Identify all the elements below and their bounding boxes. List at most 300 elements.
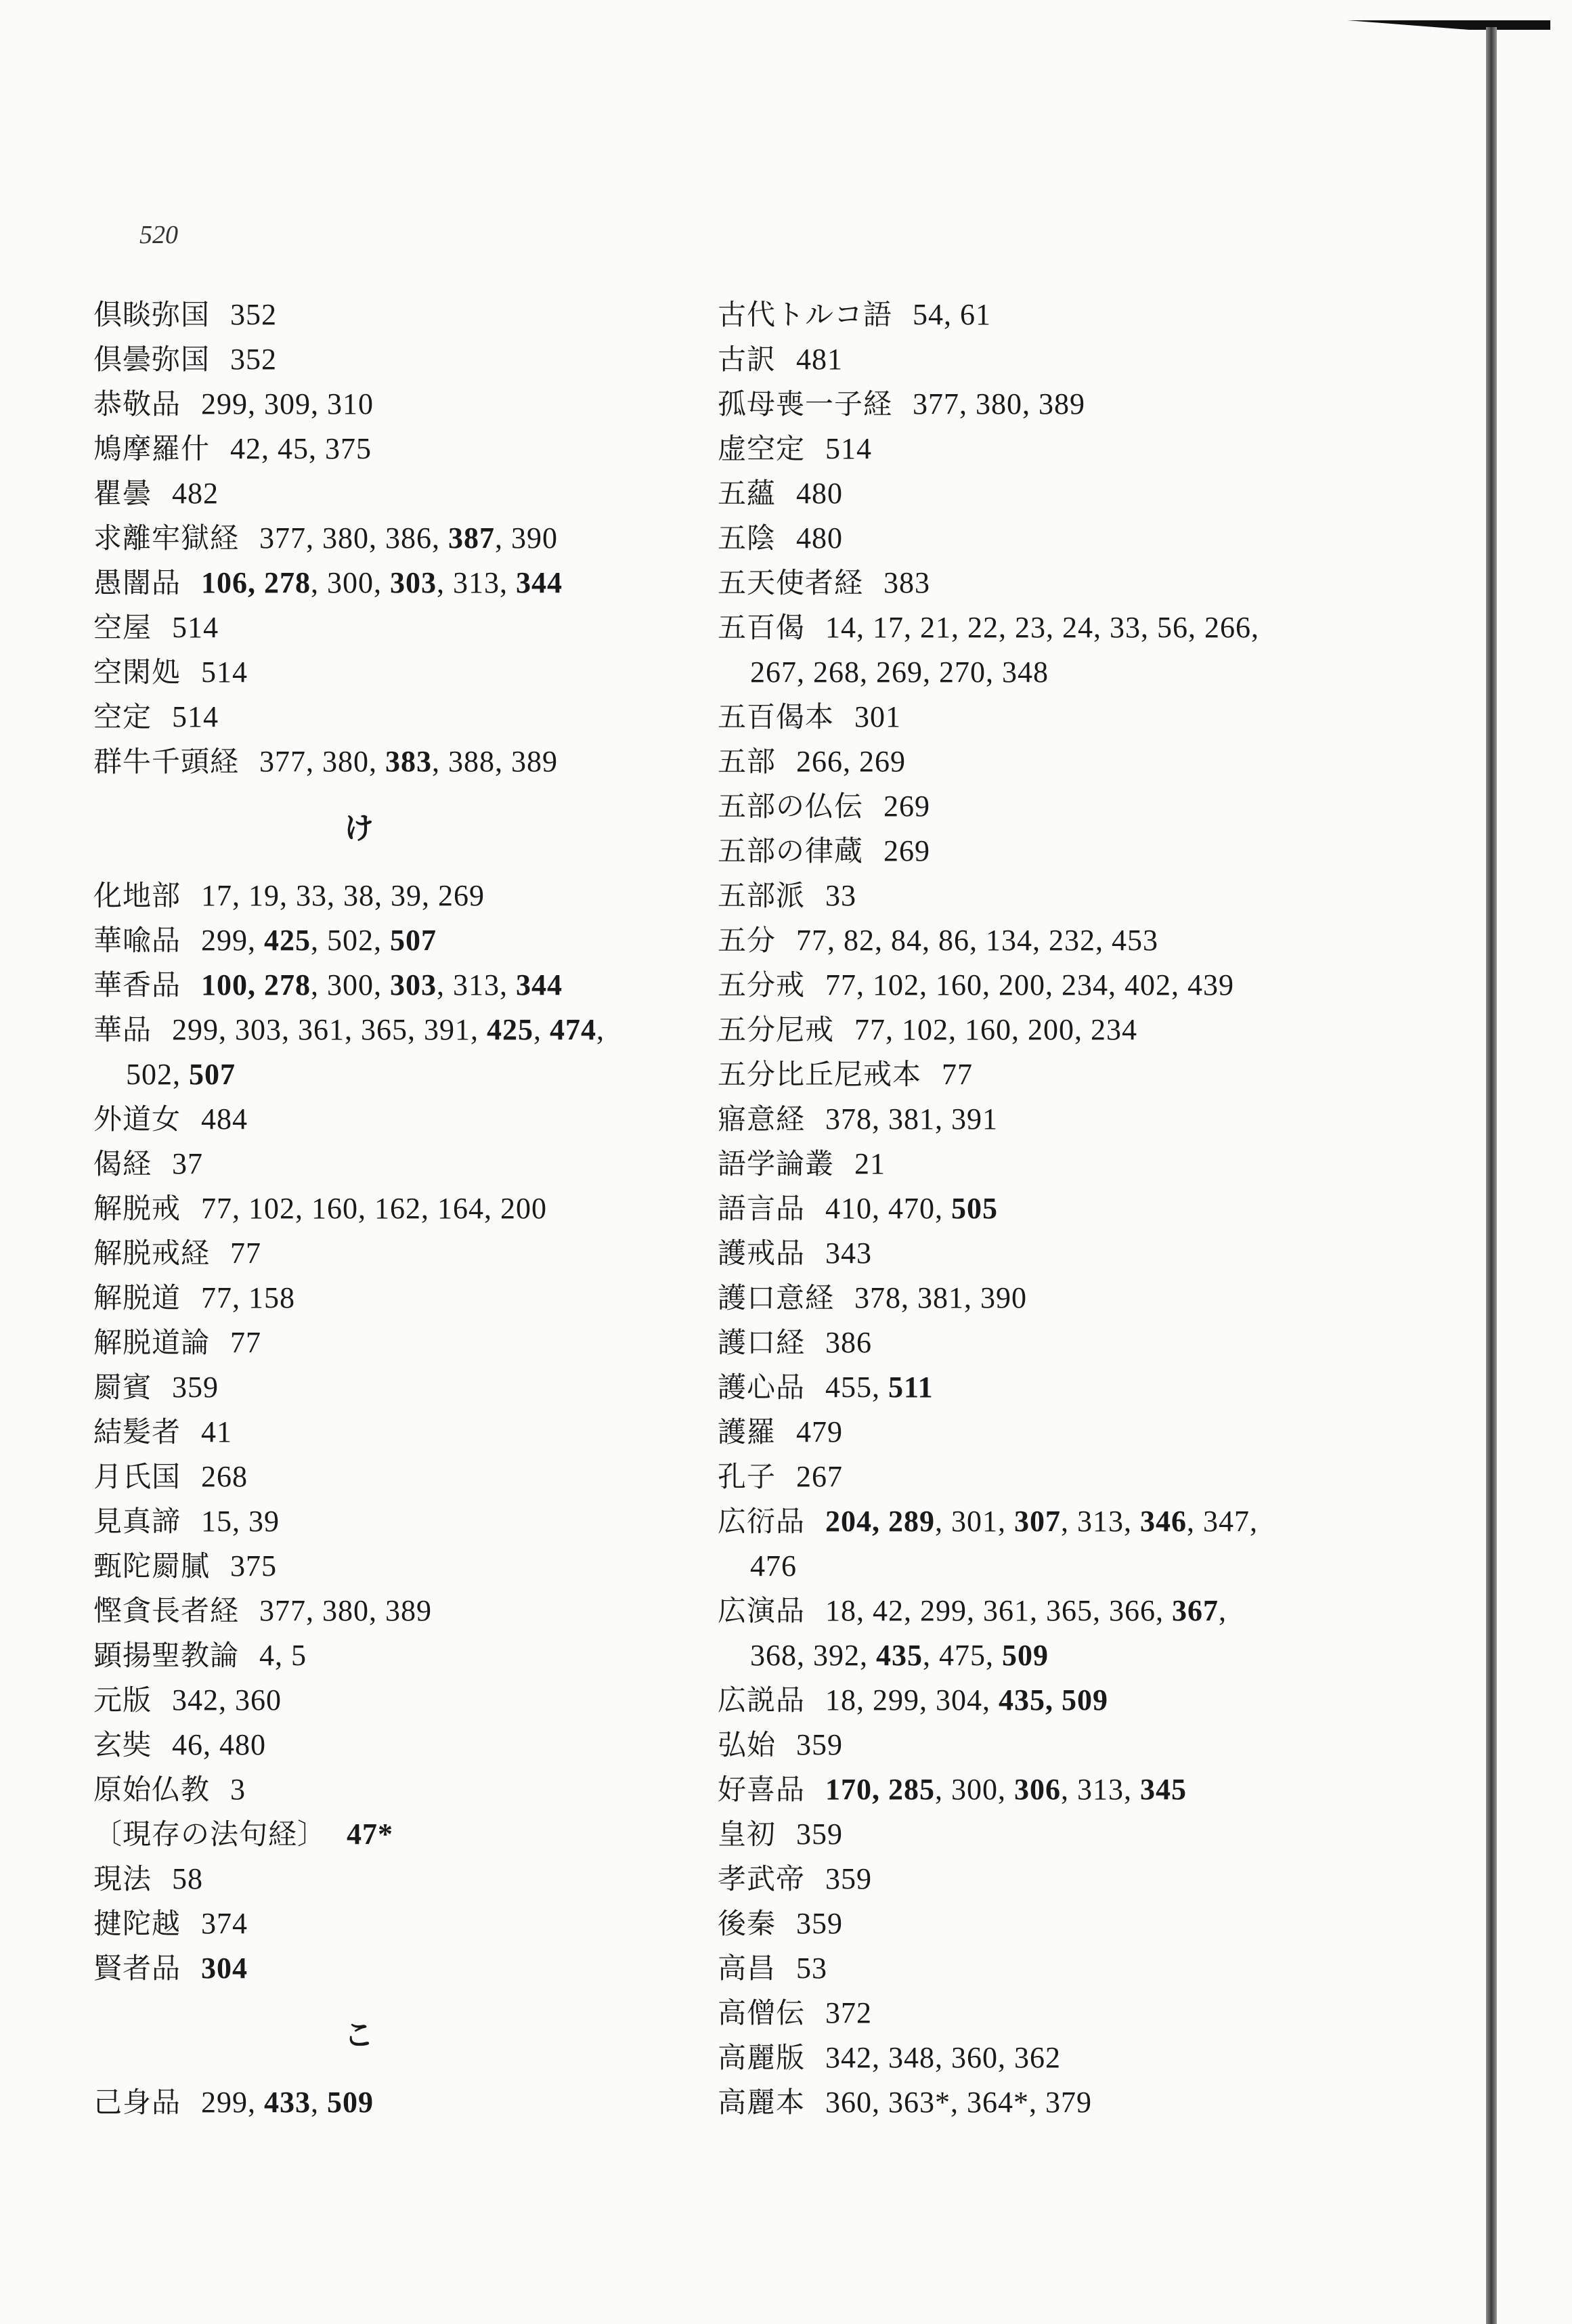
page-references xyxy=(201,968,563,1002)
page-ref-text: 484 xyxy=(201,1102,248,1136)
page-ref-text: , 388, 389 xyxy=(432,745,559,778)
index-term: 解脱戒経 xyxy=(93,1236,211,1270)
page-references xyxy=(825,2086,1092,2119)
page-ref-text: , xyxy=(311,2086,328,2119)
index-term: 罽賓 xyxy=(93,1371,152,1404)
index-entry xyxy=(93,1767,676,1812)
index-entry xyxy=(93,1231,676,1276)
page-ref-text: , 390 xyxy=(495,521,559,555)
page-references xyxy=(230,1326,261,1359)
index-term: 群牛千頭経 xyxy=(93,745,240,778)
page-ref-text: 514 xyxy=(825,432,873,465)
page-ref-text: 15, 39 xyxy=(201,1505,280,1538)
index-term: 後秦 xyxy=(718,1907,777,1940)
index-term: 五陰 xyxy=(718,521,777,555)
page-number: 520 xyxy=(139,221,178,249)
index-entry xyxy=(718,561,1273,605)
page-references xyxy=(825,1371,934,1404)
index-term: 賢者品 xyxy=(93,1952,181,1985)
page-references xyxy=(172,477,219,510)
page-references xyxy=(230,432,372,465)
index-term: 虚空定 xyxy=(718,432,806,465)
page-references xyxy=(854,700,901,733)
page-ref-text: 377, 380, xyxy=(259,745,386,778)
index-term: 揵陀越 xyxy=(93,1907,181,1940)
index-column-right xyxy=(718,293,1273,2125)
index-entry xyxy=(93,427,676,471)
index-entry xyxy=(93,963,676,1008)
index-term: 五分比丘尼戒本 xyxy=(718,1058,922,1091)
page-ref-text: 359 xyxy=(825,1862,873,1895)
index-term: 孔子 xyxy=(718,1460,777,1493)
page-ref-text: 378, 381, 391 xyxy=(825,1102,999,1136)
index-term: 五蘊 xyxy=(718,477,777,510)
page-ref-bold: 303 xyxy=(390,968,437,1002)
index-entry xyxy=(718,293,1273,337)
page-references xyxy=(172,1371,219,1404)
page-references xyxy=(172,700,219,733)
page-ref-text: 269 xyxy=(883,834,931,867)
page-references-continued xyxy=(718,1633,1273,1678)
page-ref-text: , 300, xyxy=(935,1773,1015,1806)
index-term: 五分尼戒 xyxy=(718,1013,835,1046)
page-ref-text: 377, 380, 386, xyxy=(259,521,449,555)
page-ref-text: 359 xyxy=(796,1728,844,1761)
page-ref-text: , 313, xyxy=(437,566,517,599)
index-term: 好喜品 xyxy=(718,1773,806,1806)
index-term: 五分 xyxy=(718,924,777,957)
page-references xyxy=(854,1147,886,1180)
page-ref-text: 299, 303, 361, 365, 391, xyxy=(172,1013,487,1046)
index-term: 語学論叢 xyxy=(718,1147,835,1180)
index-entry xyxy=(718,695,1273,739)
page-references xyxy=(201,879,485,912)
page-references xyxy=(201,1952,248,1985)
page-references xyxy=(883,566,930,599)
page-ref-text: , 313, xyxy=(1061,1505,1141,1538)
page-ref-bold: 507 xyxy=(189,1058,236,1091)
index-term: 広衍品 xyxy=(718,1505,806,1538)
page-references xyxy=(825,432,872,465)
index-entry xyxy=(718,829,1273,874)
index-entry xyxy=(718,516,1273,561)
page-ref-bold: 344 xyxy=(516,968,563,1002)
page-ref-text: , 301, xyxy=(935,1505,1015,1538)
index-term: 空閑処 xyxy=(93,655,181,689)
page-ref-text: 299, xyxy=(201,924,265,957)
index-entry xyxy=(718,784,1273,829)
page-references xyxy=(854,1013,1137,1046)
index-term: 甄陀罽膩 xyxy=(93,1549,211,1583)
page-references xyxy=(201,1907,248,1940)
page-ref-bold: 367 xyxy=(1172,1594,1219,1627)
index-term: 慳貪長者経 xyxy=(93,1594,240,1627)
page-ref-text: 77, 102, 160, 162, 164, 200 xyxy=(201,1192,548,1225)
page-ref-text: 343 xyxy=(825,1236,873,1270)
page-references xyxy=(883,790,930,823)
index-entry xyxy=(93,337,676,382)
page-references xyxy=(913,298,991,331)
index-term: 倶睒弥国 xyxy=(93,298,211,331)
page-ref-text: 383 xyxy=(883,566,931,599)
page-ref-text: 33 xyxy=(825,879,857,912)
page-ref-text: 301 xyxy=(854,700,902,733)
page-ref-bold: 47* xyxy=(347,1817,394,1851)
page-ref-text: 77, 102, 160, 200, 234 xyxy=(854,1013,1138,1046)
page-ref-text: 352 xyxy=(230,343,278,376)
index-entry xyxy=(93,1365,676,1410)
page-references xyxy=(259,1594,432,1627)
index-term: 己身品 xyxy=(93,2086,181,2119)
index-entry xyxy=(93,1901,676,1946)
page-references xyxy=(201,566,563,599)
page-ref-text: 386 xyxy=(825,1326,873,1359)
index-entry xyxy=(93,1812,676,1857)
page-references xyxy=(796,1460,843,1493)
page-references xyxy=(825,1594,1227,1627)
index-entry xyxy=(718,874,1273,918)
index-term: 孤母喪一子経 xyxy=(718,387,893,421)
page-references xyxy=(796,1817,843,1851)
page-ref-text: 18, 299, 304, xyxy=(825,1683,999,1717)
page-ref-bold: 307 xyxy=(1014,1505,1062,1538)
page-ref-bold: 435 xyxy=(876,1639,923,1672)
index-term: 現法 xyxy=(93,1862,152,1895)
page-references xyxy=(825,879,856,912)
index-term: 顕揚聖教論 xyxy=(93,1639,240,1672)
index-term: 愚闇品 xyxy=(93,566,181,599)
page-references xyxy=(796,343,843,376)
index-entry xyxy=(718,739,1273,784)
index-term: 広説品 xyxy=(718,1683,806,1717)
index-entry xyxy=(93,1723,676,1767)
page-ref-text: 3 xyxy=(230,1773,246,1806)
index-term: 元版 xyxy=(93,1683,152,1717)
page-references xyxy=(825,1773,1187,1806)
page-references-continued xyxy=(718,650,1273,695)
page-ref-bold: 509 xyxy=(327,2086,374,2119)
page-references xyxy=(796,745,906,778)
page-references xyxy=(201,1415,232,1448)
index-entry xyxy=(718,1767,1273,1812)
index-term: 原始仏教 xyxy=(93,1773,211,1806)
page-references xyxy=(201,655,248,689)
page-ref-text: , 502, xyxy=(311,924,391,957)
page-references xyxy=(201,2086,374,2119)
page-ref-text: 58 xyxy=(172,1862,204,1895)
index-term: 五百偈本 xyxy=(718,700,835,733)
page-ref-text: 482 xyxy=(172,477,219,510)
page-ref-bold: 507 xyxy=(390,924,437,957)
page-ref-text: 377, 380, 389 xyxy=(259,1594,433,1627)
index-entry xyxy=(93,1678,676,1723)
index-entry xyxy=(718,337,1273,382)
index-entry xyxy=(93,1499,676,1544)
page-ref-text: 359 xyxy=(172,1371,219,1404)
page-references xyxy=(883,834,930,867)
page-ref-text: 476 xyxy=(750,1549,797,1583)
page-ref-text: 480 xyxy=(796,521,844,555)
page-ref-text: 342, 348, 360, 362 xyxy=(825,2041,1062,2074)
index-entry xyxy=(718,1276,1273,1320)
index-entry xyxy=(93,1544,676,1589)
index-term: 語言品 xyxy=(718,1192,806,1225)
page-ref-text: 514 xyxy=(201,655,248,689)
index-entry xyxy=(718,1723,1273,1767)
page-ref-text: 77 xyxy=(942,1058,974,1091)
page-references xyxy=(796,521,843,555)
index-entry xyxy=(718,1008,1273,1052)
index-entry xyxy=(718,2080,1273,2125)
page-references xyxy=(796,924,1158,957)
page-ref-text: 267, 268, 269, 270, 348 xyxy=(750,655,1049,689)
index-term: 皇初 xyxy=(718,1817,777,1851)
page-ref-bold: 345 xyxy=(1140,1773,1187,1806)
page-ref-text: 480 xyxy=(796,477,844,510)
page-references xyxy=(172,611,219,644)
index-term: 華喩品 xyxy=(93,924,181,957)
index-entry xyxy=(718,1991,1273,2036)
page-ref-text: 4, 5 xyxy=(259,1639,307,1672)
index-entry xyxy=(718,471,1273,516)
page-references xyxy=(796,1728,843,1761)
page-ref-bold: 100, 278 xyxy=(201,968,311,1002)
index-entry xyxy=(93,1008,676,1097)
page-ref-bold: 303 xyxy=(390,566,437,599)
page-ref-bold: 425 xyxy=(487,1013,534,1046)
section-heading: こ xyxy=(344,2018,374,2052)
index-term: 華品 xyxy=(93,1013,152,1046)
index-term: 解脱道論 xyxy=(93,1326,211,1359)
page-ref-text: 455, xyxy=(825,1371,889,1404)
page-ref-text: 42, 45, 375 xyxy=(230,432,372,465)
page-ref-text: 269 xyxy=(883,790,931,823)
page-ref-bold: 306 xyxy=(1014,1773,1062,1806)
index-entry xyxy=(718,1455,1273,1499)
index-term: 玄奘 xyxy=(93,1728,152,1761)
index-entry xyxy=(93,695,676,739)
page-ref-text: , 313, xyxy=(437,968,517,1002)
page-ref-text: 77, 102, 160, 200, 234, 402, 439 xyxy=(825,968,1235,1002)
page-references xyxy=(201,924,437,957)
index-entry xyxy=(718,1499,1273,1589)
page-references xyxy=(230,1236,261,1270)
page-references xyxy=(347,1817,393,1851)
page-ref-bold: 170, 285 xyxy=(825,1773,936,1806)
page-ref-text: 267 xyxy=(796,1460,844,1493)
page-references xyxy=(230,1549,277,1583)
index-term: 〔現存の法句経〕 xyxy=(93,1817,327,1851)
page-references xyxy=(825,1326,872,1359)
page-ref-text: 17, 19, 33, 38, 39, 269 xyxy=(201,879,485,912)
index-entry xyxy=(93,1097,676,1142)
index-term: 高昌 xyxy=(718,1952,777,1985)
index-entry xyxy=(718,1142,1273,1186)
page-ref-text: 359 xyxy=(796,1817,844,1851)
page-references xyxy=(796,1907,843,1940)
index-term: 護口意経 xyxy=(718,1281,835,1314)
page-ref-text: 372 xyxy=(825,1996,873,2029)
index-entry xyxy=(93,1320,676,1365)
page-references xyxy=(942,1058,973,1091)
page-ref-text: , 347, xyxy=(1187,1505,1259,1538)
index-entry xyxy=(718,1589,1273,1678)
page-references xyxy=(854,1281,1027,1314)
index-term: 五部派 xyxy=(718,879,806,912)
index-entry xyxy=(718,1231,1273,1276)
page-references-continued xyxy=(718,1544,1273,1589)
page-ref-bold: 346 xyxy=(1140,1505,1187,1538)
page-references xyxy=(259,1639,307,1672)
index-term: 外道女 xyxy=(93,1102,181,1136)
page-ref-text: 77 xyxy=(230,1326,262,1359)
index-term: 五天使者経 xyxy=(718,566,864,599)
page-references xyxy=(230,1773,246,1806)
page-ref-text: 375 xyxy=(230,1549,278,1583)
section-heading: け xyxy=(344,811,374,846)
page-ref-text: 368, 392, xyxy=(750,1639,876,1672)
page-ref-text: , xyxy=(533,1013,550,1046)
page-ref-text: 377, 380, 389 xyxy=(913,387,1086,421)
index-entry xyxy=(93,605,676,650)
page-references xyxy=(825,1192,998,1225)
index-entry xyxy=(718,2036,1273,2080)
page-ref-text: , 300, xyxy=(311,968,391,1002)
index-entry xyxy=(93,650,676,695)
page-ref-bold: 433 xyxy=(264,2086,311,2119)
index-term: 五分戒 xyxy=(718,968,806,1002)
page-ref-text: 54, 61 xyxy=(913,298,992,331)
page-references xyxy=(796,477,843,510)
page-ref-text: , 300, xyxy=(311,566,391,599)
index-entry xyxy=(93,293,676,337)
page-ref-text: 21 xyxy=(854,1147,886,1180)
index-term: 広演品 xyxy=(718,1594,806,1627)
index-term: 護羅 xyxy=(718,1415,777,1448)
page-ref-bold: 505 xyxy=(951,1192,999,1225)
index-term: 護口経 xyxy=(718,1326,806,1359)
page-ref-text: 352 xyxy=(230,298,278,331)
page-ref-text: , 475, xyxy=(923,1639,1002,1672)
index-term: 高麗版 xyxy=(718,2041,806,2074)
page-ref-text: 342, 360 xyxy=(172,1683,282,1717)
page-ref-bold: 304 xyxy=(201,1952,248,1985)
index-term: 化地部 xyxy=(93,879,181,912)
page-references xyxy=(201,387,374,421)
index-term: 解脱道 xyxy=(93,1281,181,1314)
index-entry xyxy=(93,1410,676,1455)
index-term: 高麗本 xyxy=(718,2086,806,2119)
page-ref-text: 299, xyxy=(201,2086,265,2119)
page-ref-text: 77, 158 xyxy=(201,1281,296,1314)
index-term: 高僧伝 xyxy=(718,1996,806,2029)
binding-bar xyxy=(1486,27,1497,2324)
index-entry xyxy=(93,874,676,918)
index-term: 護戒品 xyxy=(718,1236,806,1270)
index-term: 解脱戒 xyxy=(93,1192,181,1225)
index-entry xyxy=(93,382,676,427)
index-entry xyxy=(93,1857,676,1901)
index-entry xyxy=(718,382,1273,427)
index-entry xyxy=(93,471,676,516)
index-term: 五部の仏伝 xyxy=(718,790,864,823)
index-entry xyxy=(718,1186,1273,1231)
index-term: 護心品 xyxy=(718,1371,806,1404)
page-references xyxy=(825,1236,872,1270)
page-ref-text: 46, 480 xyxy=(172,1728,267,1761)
index-term: 空屋 xyxy=(93,611,152,644)
page-references-continued xyxy=(93,1052,676,1097)
index-entry xyxy=(93,1455,676,1499)
index-entry xyxy=(718,1320,1273,1365)
index-entry xyxy=(718,427,1273,471)
page-ref-text: 502, xyxy=(126,1058,189,1091)
index-entry xyxy=(718,963,1273,1008)
index-entry xyxy=(93,918,676,963)
index-entry xyxy=(718,918,1273,963)
page-ref-text: 77, 82, 84, 86, 134, 232, 453 xyxy=(796,924,1159,957)
index-term: 結髪者 xyxy=(93,1415,181,1448)
index-entry xyxy=(93,561,676,605)
page-ref-text: 18, 42, 299, 361, 365, 366, xyxy=(825,1594,1173,1627)
page-references xyxy=(825,611,1259,644)
page-references xyxy=(230,298,277,331)
page-ref-text: 299, 309, 310 xyxy=(201,387,374,421)
page-ref-text: 514 xyxy=(172,611,219,644)
index-term: 月氏国 xyxy=(93,1460,181,1493)
page-references xyxy=(172,1147,203,1180)
index-entry xyxy=(93,2080,676,2125)
page-ref-bold: 425 xyxy=(264,924,311,957)
page-references xyxy=(172,1862,203,1895)
page-ref-bold: 344 xyxy=(516,566,563,599)
page-ref-text: 410, 470, xyxy=(825,1192,952,1225)
page-ref-bold: 383 xyxy=(385,745,433,778)
page-references xyxy=(201,1102,248,1136)
page-ref-text: , xyxy=(1219,1594,1227,1627)
page-references xyxy=(259,521,558,555)
index-term: 空定 xyxy=(93,700,152,733)
index-entry xyxy=(93,1186,676,1231)
index-entry xyxy=(718,605,1273,695)
index-term: 見真諦 xyxy=(93,1505,181,1538)
page-references xyxy=(825,968,1234,1002)
index-entry xyxy=(718,1097,1273,1142)
page-ref-text: 374 xyxy=(201,1907,248,1940)
index-term: 古訳 xyxy=(718,343,777,376)
index-term: 鳩摩羅什 xyxy=(93,432,211,465)
page-ref-bold: 204, 289 xyxy=(825,1505,936,1538)
index-entry xyxy=(93,1589,676,1633)
index-term: 求離牢獄経 xyxy=(93,521,240,555)
page-references xyxy=(230,343,277,376)
index-entry xyxy=(93,516,676,561)
index-entry xyxy=(718,1946,1273,1991)
page-ref-bold: 511 xyxy=(888,1371,934,1404)
index-term: 五百偈 xyxy=(718,611,806,644)
index-entry xyxy=(718,1365,1273,1410)
page-references xyxy=(825,1102,998,1136)
index-entry xyxy=(718,1901,1273,1946)
page-references xyxy=(825,1683,1108,1717)
index-entry xyxy=(93,1142,676,1186)
page-ref-bold: 474 xyxy=(550,1013,597,1046)
page-ref-text: 359 xyxy=(796,1907,844,1940)
page-ref-bold: 509 xyxy=(1002,1639,1049,1672)
page-ref-text: 481 xyxy=(796,343,844,376)
page-ref-text: 53 xyxy=(796,1952,828,1985)
index-entry xyxy=(718,1812,1273,1857)
